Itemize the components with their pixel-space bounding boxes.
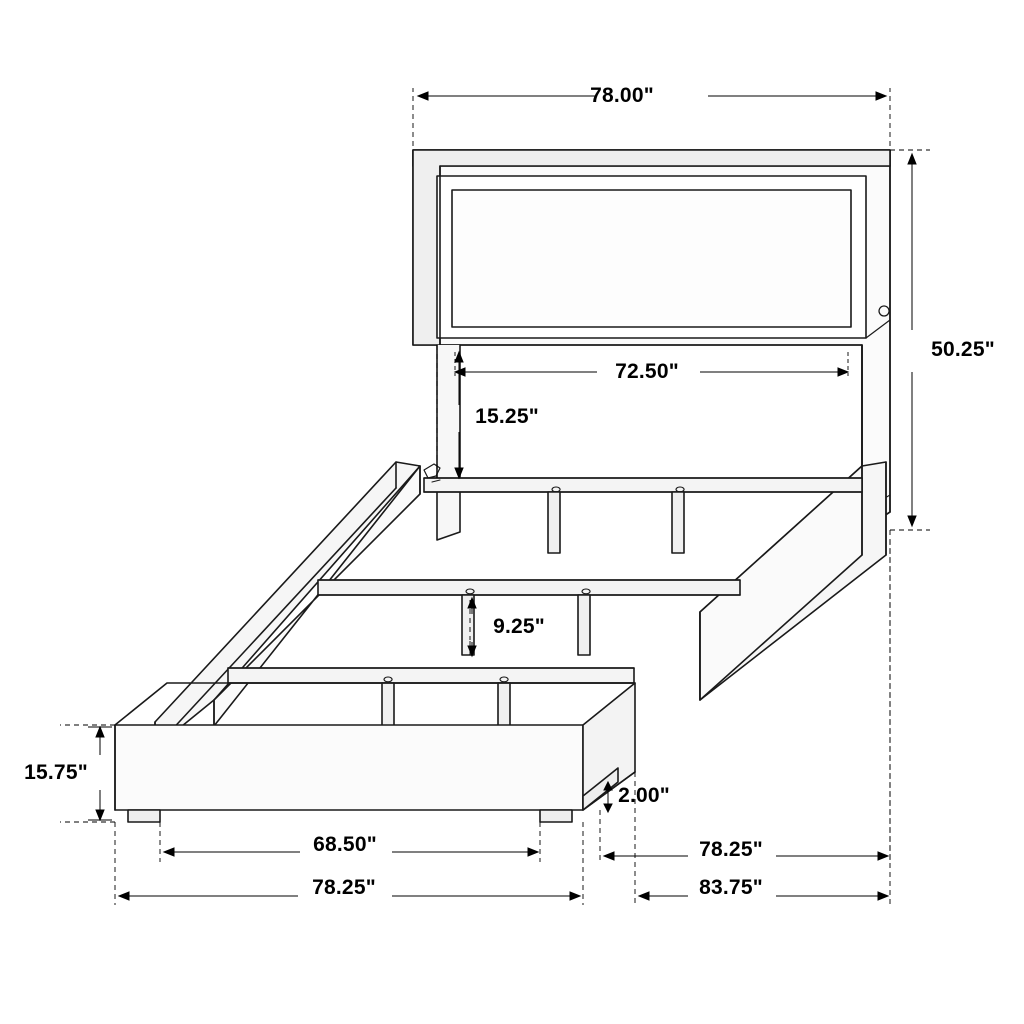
dimension-label-headboard-panel-width: 72.50" [615, 360, 679, 383]
dimension-label-headboard-width: 78.00" [590, 84, 654, 107]
dimension-label-headboard-clearance: 15.25" [475, 405, 539, 428]
dim-line-83-75 [639, 892, 888, 900]
dim-line-2-00 [604, 782, 612, 812]
dimension-label-footboard-height: 15.75" [24, 761, 88, 784]
dim-line-15-75 [88, 727, 112, 820]
dimension-label-overall-depth: 83.75" [699, 876, 763, 899]
dimension-label-slat-height: 9.25" [493, 615, 545, 638]
dimension-label-rail-thickness: 2.00" [618, 784, 670, 807]
dimension-label-interior-width: 68.50" [313, 833, 377, 856]
dim-line-50-25 [908, 154, 916, 526]
dimension-label-overall-height: 50.25" [931, 338, 995, 361]
dimension-label-side-depth: 78.25" [699, 838, 763, 861]
dimension-label-overall-width: 78.25" [312, 876, 376, 899]
